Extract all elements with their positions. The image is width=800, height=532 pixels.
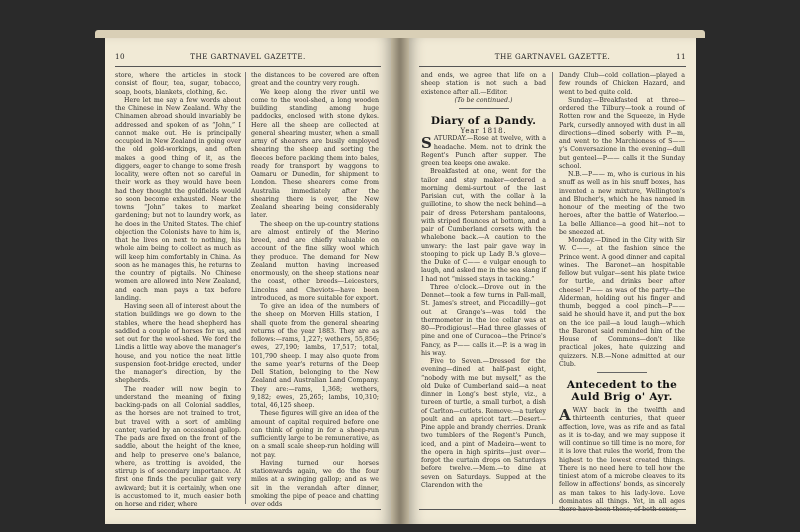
paragraph: Five to Seven.—Dressed for the evening—dined at half-past eight, “nobody with me but myself,” as the old Duke of Cumberland said—a neat dinner in Long's best style, viz., a tureen of turtle, a small turbot, a dish of Carlton—cutlets. Remove:—a turkey poult and an apricot tart.—Desert—Pine apple and brandy cherries. Drank two tumblers of the Regent's Punch, iced, and a pint of Madeira—went to the opera in high spirits—just over—forgot the curtain drops on Saturdays before twelve.—Mem.—to dine at seven on Saturdays. Supped at the Clarendon with the — [421, 358, 546, 489]
left-footer-rule — [115, 509, 381, 510]
paragraph: store, where the articles in stock consist of flour, tea, sugar, tobacco, soap, boots, blankets, clothing, &c. — [115, 72, 241, 96]
right-page-number: 11 — [676, 52, 686, 61]
right-running-title: THE GARTNAVEL GAZETTE. — [494, 52, 611, 61]
diary-title: Diary of a Dandy. — [430, 115, 537, 127]
section-divider — [459, 108, 509, 109]
paragraph: To give an idea of the numbers of the sheep on Morven Hills station, I shall quote from the general shearing returns of the year 1883. They are as follows:—rams, 1,227; wethers, 55,856; ewes, 27,190; lambs, 17,517; total, 101,790 sheep. I may also quote from the same year's returns of the Deep Dell Station, belonging to the New Zealand and Australian Land Company. They are:—rams, 1,368; wethers, 9,182; ewes, 25,265; lambs, 10,310; total, 46,125 sheep. — [251, 303, 379, 409]
left-header-rule — [115, 66, 381, 67]
section-divider — [597, 372, 647, 373]
book-spine — [391, 38, 409, 524]
paragraph: Monday.—Dined in the City with Sir W. C——, at the fashion since the Prince went. A good dinner and capital wines. The Baronet—an hospitable fellow but vulgar—sent his plate twice for turtle, and drinks beer after cheese! P—— as was of the party—the Alderman, holding out his finger and thumb, begged a cool pinch—P—— said he should have it, and put the box on the ice pail—a loud laugh—which the Baronet said reminded him of the House of Commons—don't like practical jokes, hate quizzing and quizzers. N.B.—None admitted at our Club. — [559, 237, 685, 368]
paragraph: Sunday.—Breakfasted at three—ordered the Tilbury—took a round of Rotten row and the Squeeze, in Hyde Park, cursedly annoyed with dust in all directions—dined soberly with P—m, and went to the Marchioness of S——y's Conversazione in the evening—dull but genteel—P—— calls it the Sunday school. — [559, 96, 685, 170]
paragraph: We keep along the river until we come to the wool-shed, a long wooden building standing among huge paddocks, enclosed with stone dykes. Here all the sheep are collected at general shearing muster, when a small army of shearers are busily employed shearing the sheep and sorting the fleeces before packing them into bales, ready for transport by waggons to Oamaru or Dunedin, for shipment to London. These shearers come from Australia immediately after the shearing there is over, the New Zealand shearing being considerably later. — [251, 88, 379, 220]
right-footer-rule — [419, 509, 686, 510]
paragraph: Dandy Club—cold collation—played a few rounds of Chicken Hazard, and went to bed quite cold. — [559, 72, 685, 96]
left-page-header — [115, 52, 381, 64]
left-column-divider — [245, 72, 246, 504]
paragraph: Having turned our horses stationwards again, we do the four miles at a swinging gallop; and as we sit in the verandah after dinner, smoking the pipe of peace and chatting over odds — [251, 459, 379, 508]
left-page — [105, 38, 391, 524]
paragraph: The sheep on the up-country stations are almost entirely of the Merino breed, and are chiefly valuable on account of the fine silky wool which they produce. The demand for New Zealand mutton having increased enormously, on the sheep stations near the coast, other breeds—Leicesters, Lincolns and Cheviots—have been introduced, as more suitable for export. — [251, 220, 379, 302]
paragraph: Here let me say a few words about the Chinese in New Zealand. Why the Chinamen abroad should invariably be addressed and spoken of as “John,” I cannot make out. He is principally occupied in New Zealand in going over the old gold-workings, and often makes a good thing of it, as the diggers, eager to change to some fresh locality, were often not so careful in their work as they would have been had they thought the goldfields would so soon become exhausted. Near the towns “John” takes to market gardening; but not to laundry work, as he does in the United States. The chief objection the Colonists have to him is, that he lives on next to nothing, his whole aim being to collect as much as will keep him comfortably in China. As soon as he manages this, he returns to the country of pigtails. No Chinese women are allowed into New Zealand, and each man pays a tax before landing. — [115, 96, 241, 302]
paragraph: Three o'clock.—Drove out in the Dennet—took a few turns in Pall-mall, St. James's street, and Piccadilly—got out at Grange's—was told the thermometer in the ice cellar was at 80—Prodigious!—Had three glasses of pine and one of Curacoa—the Prince's Fancy, as P—— calls it.—P. is a wag in his way. — [421, 283, 546, 357]
paragraph: and ends, we agree that life on a sheep station is not such a bad existence after all.—Editor. — [421, 72, 546, 96]
drop-cap: S — [421, 134, 432, 153]
diary-first-text: ATURDAY.—Rose at twelve, with a headache. Mem. not to drink the Regent's Punch after supper. The green tea keeps one awake. — [421, 135, 546, 167]
antecedent-title: Antecedent to the Auld Brig o' Ayr. — [566, 379, 678, 403]
right-column-divider — [552, 72, 553, 504]
drop-cap: A — [559, 406, 571, 424]
paragraph: N.B.—P—— m, who is curious in his snuff as well as in his snuff boxes, has invented a new mixture, Wellington's and Blucher's, which he has named in honour of the meeting of the two heroes, after the battle of Waterloo.—La belle Alliance—a good hit—not to be sneezed at. — [559, 171, 685, 236]
paragraph: These figures will give an idea of the amount of capital required before one can think of going in for a sheep-run sufficiently large to be remunerative, as on a small scale sheep-run holding will not pay. — [251, 410, 379, 459]
right-header-rule — [419, 66, 686, 67]
antecedent-first-paragraph — [559, 407, 685, 514]
right-column-2 — [559, 72, 685, 513]
left-page-number: 10 — [115, 52, 125, 61]
paragraph: Having seen all of interest about the station buildings we go down to the stables, where the head shepherd has saddled a couple of horses for us, and set out for the wool-shed. We ford the Lindis a little way above the manager's house, and you notice the neat little suspension foot-bridge erected, under the manager's direction, by the shepherds. — [115, 303, 241, 385]
book-cover-edge — [95, 30, 705, 38]
diary-first-paragraph — [421, 135, 546, 168]
antecedent-first-text: WAY back in the twelfth and thirteenth centuries, that queer affection, love, was as rife and as fatal as it is to-day, and we may suppose it will continue so till time is no more, for it is love that rules the world, from the highest to the lowest created things. There is no need here to tell how the tiniest atom of a microbe cleaves to its fellow in affections' bonds, as sincerely as man takes to his lady-love. Love dominates all things. Yet, in all ages there have been those, of both sexes, — [559, 407, 685, 513]
left-column-2 — [251, 72, 379, 508]
left-running-title: THE GARTNAVEL GAZETTE. — [190, 52, 306, 61]
left-column-1 — [115, 72, 241, 508]
paragraph: Breakfasted at one, went for the tailor and stay maker—ordered a morning demi-surtout of the last Parisian cut, with the collar à la guillotine, to show the neck behind—a pair of dress Petersham pantaloons, with striped flounces at bottom, and a pair of Cumberland corsets with the whalebone back.—A caution to the unwary: the last pair gave way in stooping to pick up Lady B.'s glove—the Duke of C—— e vulgar enough to laugh, and asked me in the sea slang if I had not “missed stays in tacking.” — [421, 168, 546, 283]
right-page — [409, 38, 696, 524]
paragraph: The reader will now begin to understand the meaning of fixing backing-pads on all Colonial saddles, as the horses are not trained to trot, but travel with a sort of ambling canter, varied by an occasional gallop. The pads are fixed on the front of the saddle, about the height of the knee, and help to preserve one's balance, where, as trotting is avoided, the stirrup is of secondary importance. At first one finds the peculiar gait very awkward; but it is certainly, when one is accustomed to it, much easier both on horse and rider, where — [115, 385, 241, 508]
to-be-continued: (To be continued.) — [454, 96, 513, 104]
right-column-1 — [421, 72, 546, 504]
paragraph: the distances to be covered are often great and the country very rough. — [251, 72, 379, 88]
diary-year: Year 1818. — [460, 127, 507, 135]
right-page-header — [419, 52, 686, 64]
